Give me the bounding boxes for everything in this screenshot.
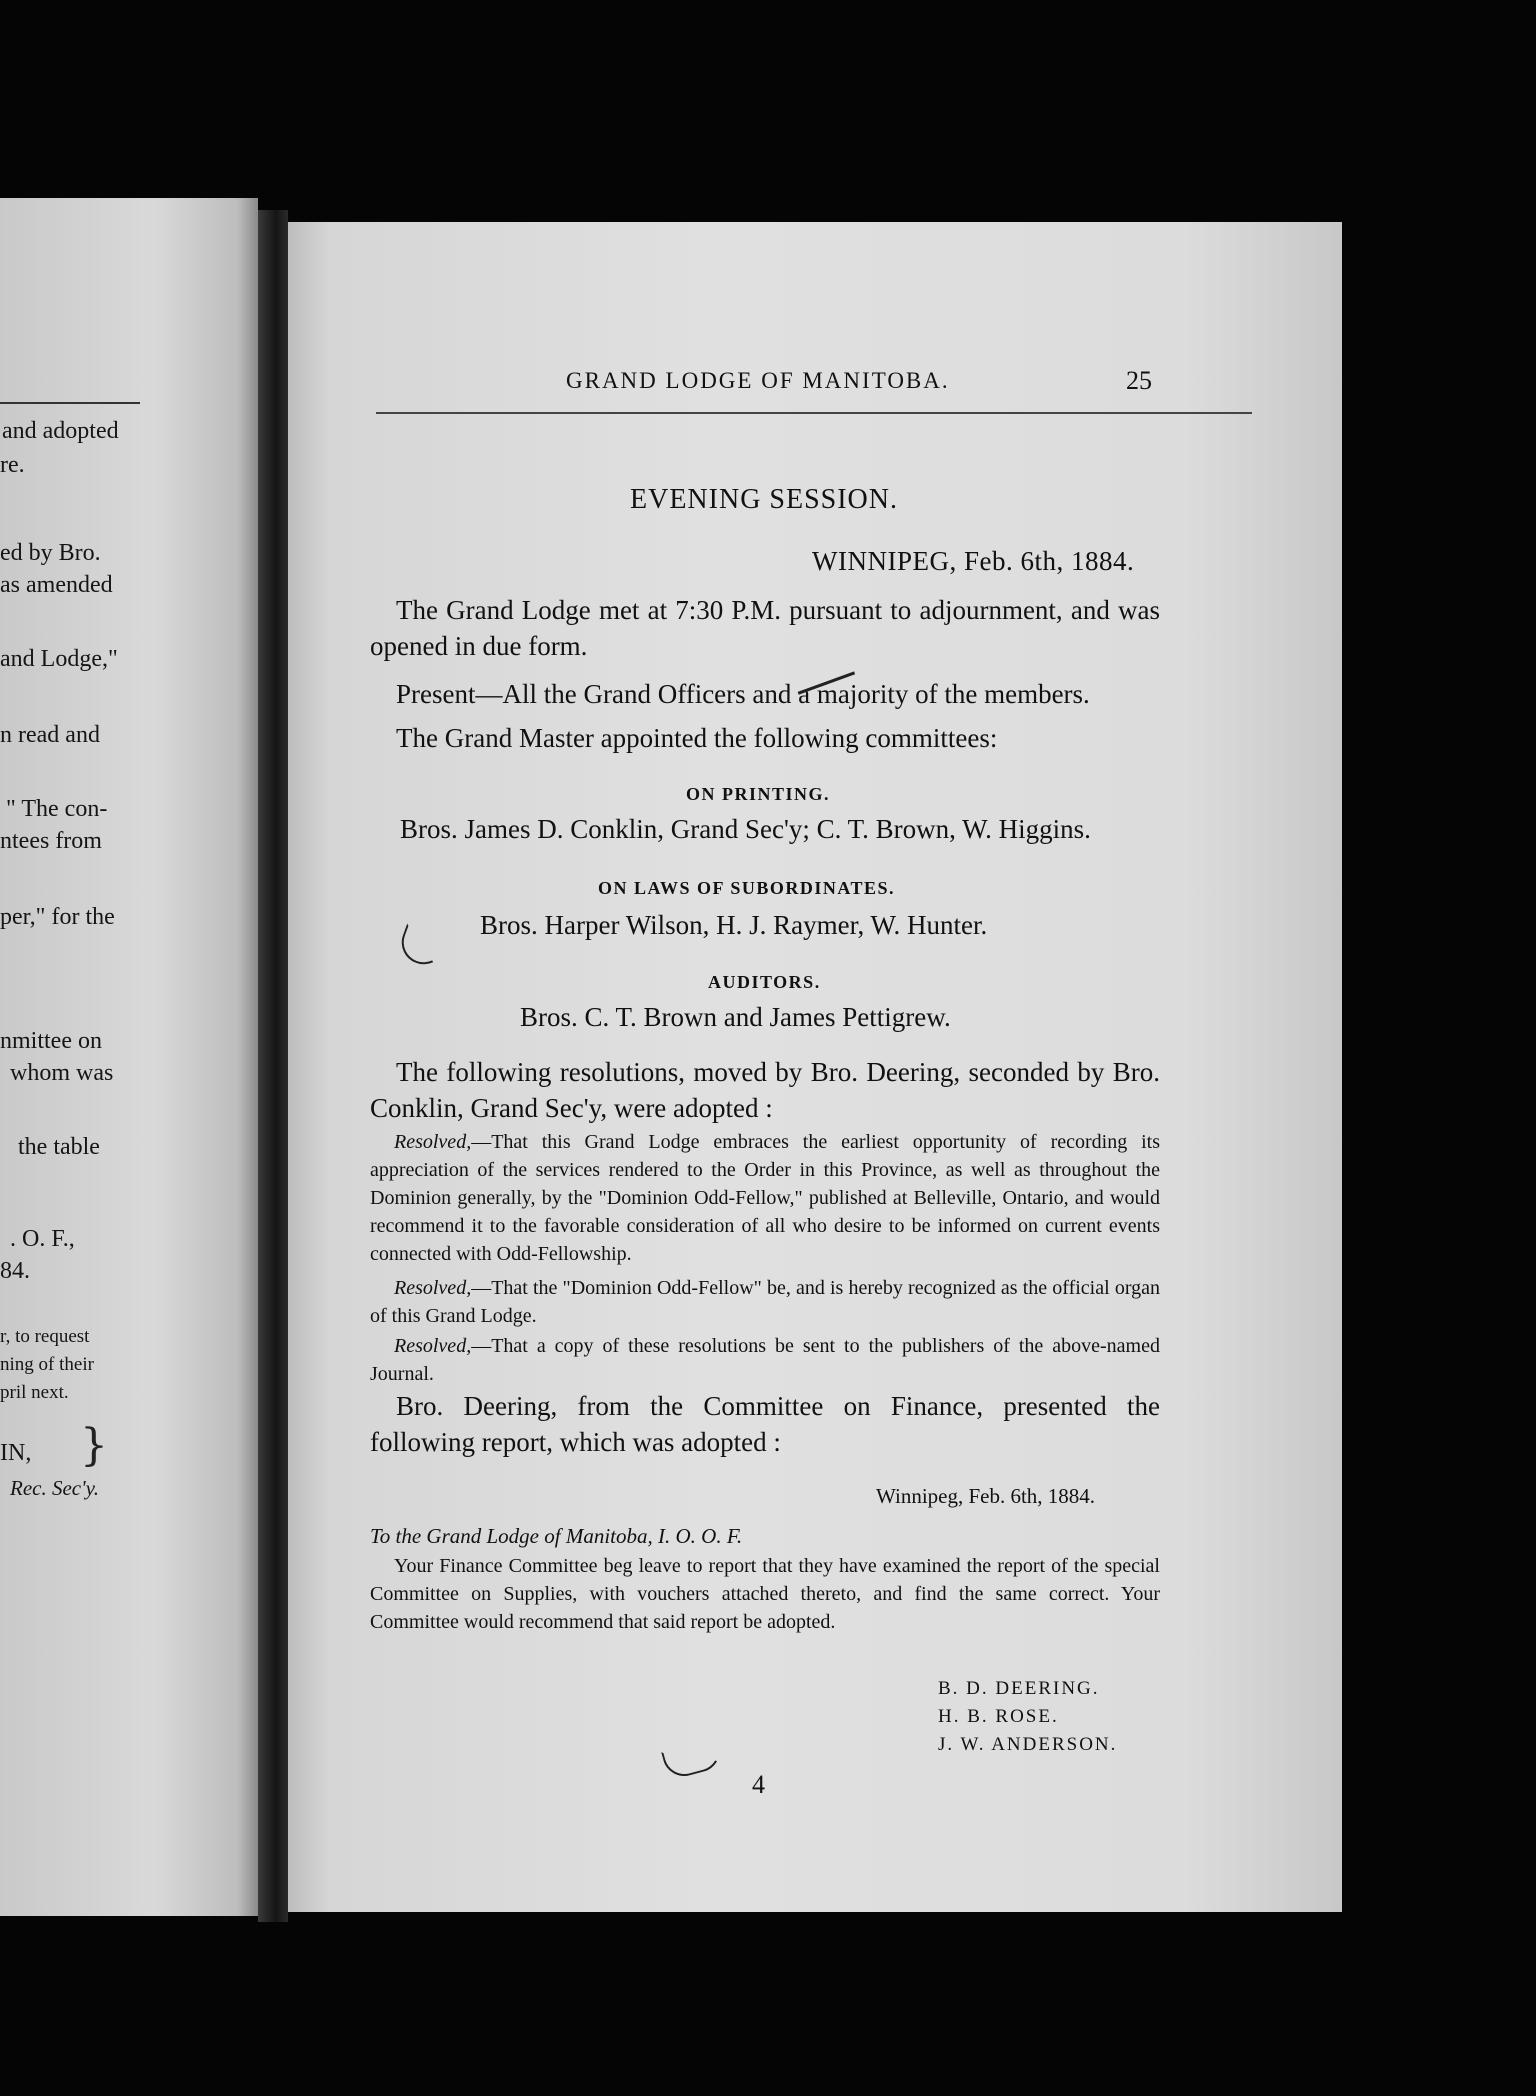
left-fragment-line: . O. F., [10,1226,75,1252]
resolution-label: Resolved, [394,1131,472,1153]
left-fragment-line: ntees from [0,828,102,854]
finance-salutation: To the Grand Lodge of Manitoba, I. O. O. F. [370,1524,743,1548]
left-fragment-line: whom was [10,1060,114,1086]
dateline: WINNIPEG, Feb. 6th, 1884. [812,546,1135,576]
running-header [288,368,1342,408]
paragraph-opening: The Grand Lodge met at 7:30 P.M. pursuant to adjournment, and was opened in due form. [370,595,1160,661]
finance-dateline: Winnipeg, Feb. 6th, 1884. [876,1484,1096,1508]
signatory: H. B. ROSE. [938,1706,1059,1727]
page-number: 25 [1126,366,1152,395]
left-fragment-line: " The con- [6,796,108,822]
pencil-mark [396,924,449,971]
paragraph-present: Present—All the Grand Officers and a majority of the members. [396,679,1090,709]
resolution-label: Resolved, [394,1335,472,1357]
committee-names-printing: Bros. James D. Conklin, Grand Sec'y; C. T. Brown, W. Higgins. [400,814,1091,844]
left-fragment-line: IN, [0,1440,32,1466]
committee-heading-printing: ON PRINTING. [686,784,831,804]
book-gutter-shadow [258,210,288,1922]
resolution-text: —That a copy of these resolutions be sent to the publishers of the above-named Journal. [370,1335,1160,1385]
committee-names-auditors: Bros. C. T. Brown and James Pettigrew. [520,1002,951,1032]
signature-number: 4 [752,1770,765,1799]
committee-heading-auditors: AUDITORS. [708,972,821,992]
header-rule [376,412,1252,414]
left-fragment-line: r, to request [0,1326,90,1347]
committee-names-laws: Bros. Harper Wilson, H. J. Raymer, W. Hunter. [480,910,988,940]
left-fragment-line: and Lodge," [0,646,118,672]
finance-report: Your Finance Committee beg leave to report that they have examined the report of the special Committee on Supplies, with vouchers attached thereto, and find the same correct. Your Committee would recommend that said report be adopted. [370,1555,1160,1633]
left-fragment-line: n read and [0,722,100,748]
left-page-fragment [0,198,258,1916]
left-fragment-line: and adopted [2,418,119,444]
left-fragment-line: ed by Bro. [0,540,101,566]
resolution-label: Resolved, [394,1277,472,1299]
left-fragment-line: pril next. [0,1382,69,1403]
brace-glyph: } [80,1420,108,1471]
resolution-text: —That the "Dominion Odd-Fellow" be, and is hereby recognized as the official organ of this Grand Lodge. [370,1277,1160,1327]
right-page [288,222,1342,1912]
left-fragment-line: 84. [0,1258,30,1284]
running-header-title: GRAND LODGE OF MANITOBA. [566,368,950,393]
signatory: J. W. ANDERSON. [938,1734,1118,1755]
resolution-3 [370,1332,1160,1388]
left-fragment-line: per," for the [0,904,115,930]
section-heading: EVENING SESSION. [630,484,898,515]
left-fragment-line: ning of their [0,1354,94,1375]
signatory: B. D. DEERING. [938,1678,1100,1699]
left-fragment-line: the table [18,1134,100,1160]
paragraph-finance-intro: Bro. Deering, from the Committee on Finance, presented the following report, which was adopted : [370,1391,1160,1457]
paragraph-resolutions-intro: The following resolutions, moved by Bro. Deering, seconded by Bro. Conklin, Grand Sec'y, were adopted : [370,1057,1160,1123]
resolution-1 [370,1128,1160,1268]
committee-heading-laws: ON LAWS OF SUBORDINATES. [598,878,896,898]
resolution-text: —That this Grand Lodge embraces the earliest opportunity of recording its appreciation of the services rendered to the Order in this Province, as well as throughout the Dominion generally, by the "Dominion Odd-Fellow," published at Belleville, Ontario, and would recommend it to the favorable consideration of all who desire to be informed on current events connected with Odd-Fellowship. [370,1131,1160,1265]
paragraph-committees-intro: The Grand Master appointed the following committees: [396,723,998,753]
left-fragment-line: as amended [0,572,113,598]
left-header-rule [0,402,140,404]
resolution-2 [370,1274,1160,1330]
pencil-mark [661,1737,725,1781]
left-fragment-line: nmittee on [0,1028,102,1054]
left-fragment-line: Rec. Sec'y. [10,1476,100,1500]
left-fragment-line: re. [0,452,25,478]
